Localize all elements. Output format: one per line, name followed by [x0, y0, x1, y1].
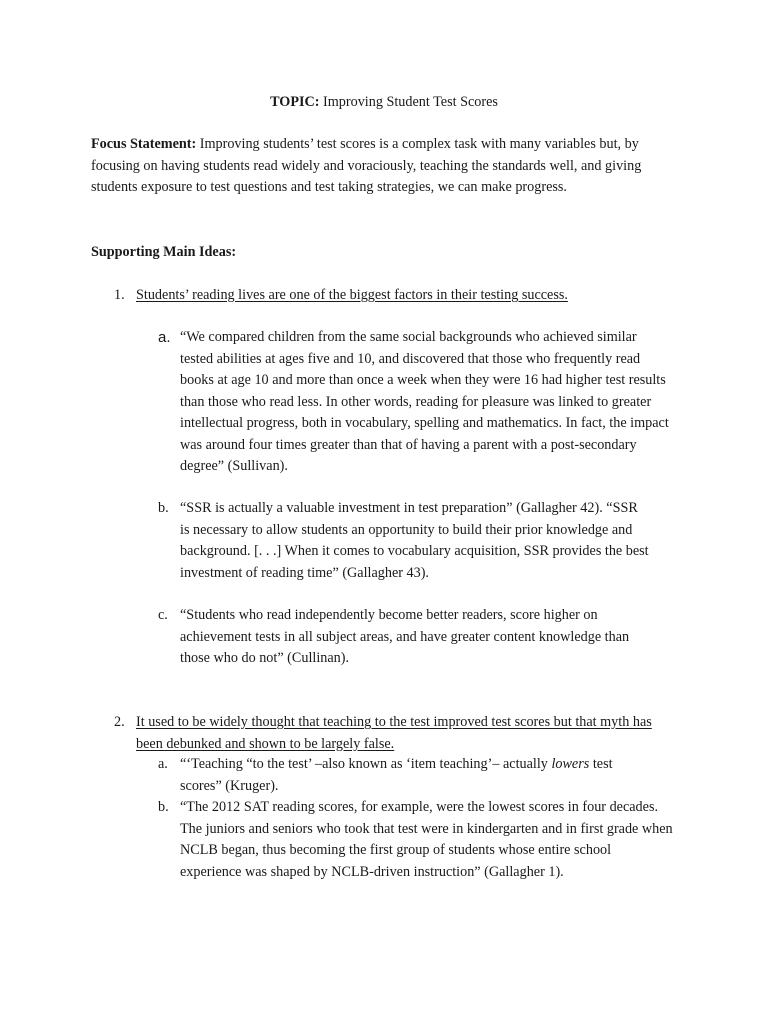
focus-text: Improving students’ test scores is a complex task with many variables but, by focusing on having students read widely and voraciously, teaching the standards well, and giving students exposure to test questions and test taking strategies, we can make progress. [91, 136, 642, 195]
point-letter: b. [158, 500, 169, 516]
point-text-italic: lowers [551, 756, 590, 772]
focus-label: Focus Statement: [91, 136, 197, 152]
supporting-heading: Supporting Main Ideas: [91, 244, 237, 260]
idea-number: 2. [114, 714, 125, 730]
point-letter: a. [158, 756, 168, 772]
page-title [0, 92, 768, 114]
title-text: Improving Student Test Scores [319, 94, 498, 110]
point-letter: a. [158, 329, 171, 346]
point-text: “The 2012 SAT reading scores, for example, were the lowest scores in four decades. The juniors and seniors who took that test were in kindergarten and in first grade when NCLB began, thus becoming the first group of students whose entire school experience was shaped by NCLB-driven instruction” (Gallagher 1). [180, 799, 673, 880]
focus-statement [91, 134, 691, 199]
point-text: “We compared children from the same social backgrounds who achieved similar tested abilities at ages five and 10, and discovered that those who frequently read books at age 10 and more than once a week when they were 16 had higher test results than those who read less. In other words, reading for pleasure was linked to greater intellectual progress, both in vocabulary, spelling and mathematics. In fact, the impact was around four times greater than that of having a parent with a post-secondary degree” (Sullivan). [180, 329, 669, 474]
point-text [180, 754, 650, 797]
idea-heading: It used to be widely thought that teaching to the test improved test scores but that myth has been debunked and shown to be largely false. [136, 714, 652, 752]
title-label: TOPIC: [270, 94, 320, 110]
point-text-before: “‘Teaching “to the test’ –also known as ‘item teaching’– actually [180, 756, 552, 772]
point-text: “Students who read independently become better readers, score higher on achievement tests in all subject areas, and have greater content knowledge than those who do not” (Cullinan). [180, 607, 630, 666]
idea-number: 1. [114, 287, 125, 303]
point-letter: c. [158, 607, 168, 623]
point-text-after: test scores” (Kruger). [180, 756, 613, 794]
idea-heading: Students’ reading lives are one of the biggest factors in their testing success. [136, 287, 568, 303]
point-text: “SSR is actually a valuable investment in test preparation” (Gallagher 42). “SSR is necessary to allow students an opportunity to build their prior knowledge and background. [. . .] When it comes to vocabulary acquisition, SSR provides the best investment of reading time” (Gallagher 43). [180, 500, 649, 581]
point-letter: b. [158, 799, 169, 815]
